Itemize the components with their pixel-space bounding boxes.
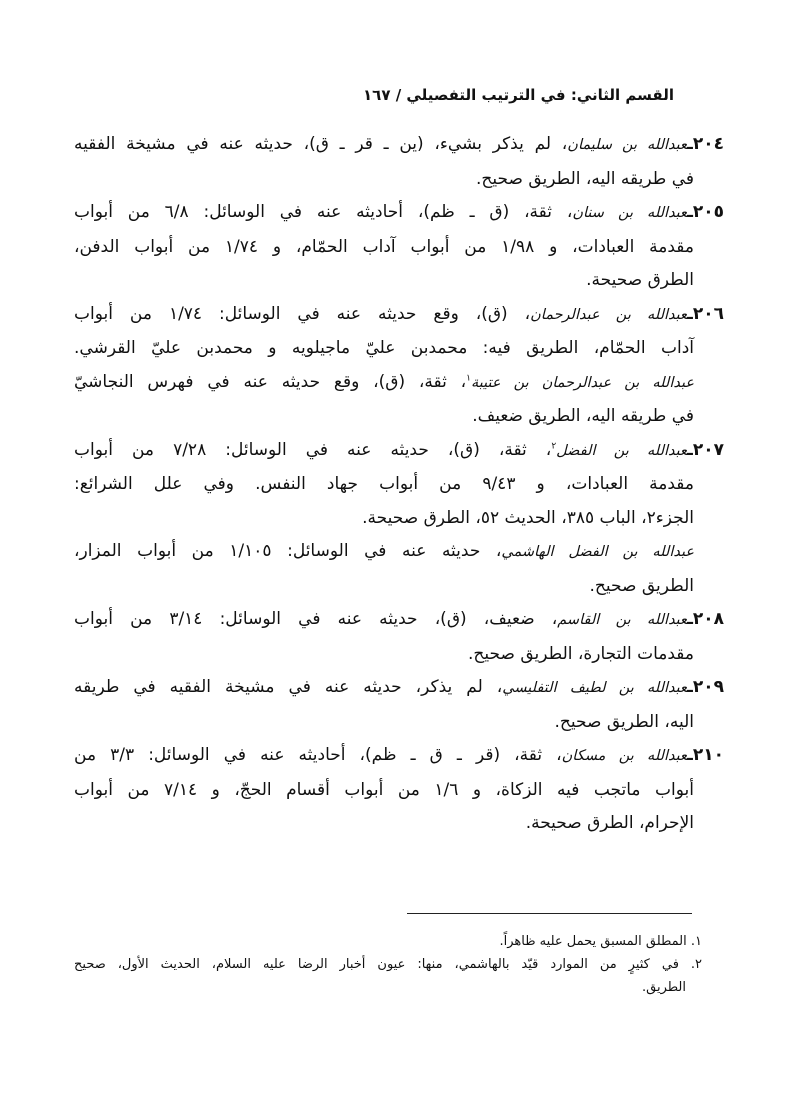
entry-line bbox=[74, 163, 724, 197]
entry-number: ٢٠٥ـ bbox=[687, 202, 725, 222]
narrator-name: عبدالله بن عبدالرحمان بن عتيبة bbox=[471, 374, 694, 391]
entry-line bbox=[74, 603, 724, 638]
entry-number: ٢٠٦ـ bbox=[687, 303, 724, 324]
narrator-name: عبدالله بن سنان bbox=[572, 205, 688, 221]
entry-207 bbox=[74, 434, 724, 604]
entry-text: الطرق صحيحة. bbox=[586, 270, 694, 290]
entry-line bbox=[74, 128, 724, 163]
entry-line bbox=[74, 570, 724, 604]
entry-205 bbox=[74, 196, 724, 298]
entry-text: ، ثقة، (ق ـ ظم)، أحاديثه عنه في الوسائل: ٦/٨ من أبواب bbox=[74, 202, 573, 222]
entry-number: ٢١٠ـ bbox=[687, 745, 724, 765]
running-header: القسم الثاني: في الترتيب التفصيلي / ١٦٧ bbox=[363, 86, 674, 104]
entry-line bbox=[74, 535, 724, 570]
entry-text: ، لم يذكر، حديثه عنه في مشيخة الفقيه في طريقه bbox=[74, 677, 503, 697]
entry-text: الإحرام، الطرق صحيحة. bbox=[525, 813, 694, 833]
entry-line bbox=[74, 298, 724, 333]
entry-line bbox=[74, 671, 724, 706]
entry-209 bbox=[74, 671, 724, 739]
entry-line bbox=[74, 638, 724, 672]
entry-line bbox=[74, 502, 724, 536]
entry-text: في طريقه اليه، الطريق ضعيف. bbox=[472, 406, 694, 426]
entry-line bbox=[74, 434, 724, 469]
entry-line bbox=[74, 468, 724, 502]
narrator-name: عبدالله بن عبدالرحمان bbox=[530, 306, 688, 323]
entry-line bbox=[74, 400, 724, 434]
narrator-name: عبدالله بن القاسم bbox=[557, 612, 688, 628]
entry-204 bbox=[74, 128, 724, 196]
entry-text: ، ثقة، (ق)، حديثه عنه في الوسائل: ٧/٢٨ من أبواب bbox=[74, 439, 552, 460]
entry-text: الطريق صحيح. bbox=[589, 575, 694, 596]
footnotes bbox=[74, 930, 702, 999]
entry-number: ٢٠٤ـ bbox=[687, 134, 724, 154]
footnote-ref[interactable]: ٢ bbox=[551, 440, 557, 451]
entry-text: ، لم يذكر بشيء، (ين ـ قر ـ ق)، حديثه عنه في مشيخة الفقيه bbox=[74, 134, 568, 154]
entries-list bbox=[74, 128, 724, 841]
entry-text: اليه، الطريق صحيح. bbox=[554, 711, 694, 732]
entry-line bbox=[74, 264, 724, 298]
entry-line bbox=[74, 706, 724, 740]
entry-line bbox=[74, 332, 724, 366]
entry-number: ٢٠٩ـ bbox=[687, 677, 724, 697]
narrator-name: عبدالله بن الفضل الهاشمي bbox=[501, 544, 694, 560]
footnote-1 bbox=[74, 930, 702, 953]
entry-line bbox=[74, 807, 724, 841]
entry-text: ، حديثه عنه في الوسائل: ١/١٠٥ من أبواب المزار، bbox=[74, 541, 502, 561]
footnote-line: ١. المطلق المسبق يحمل عليه ظاهراً. bbox=[499, 934, 702, 949]
entry-text: في طريقه اليه، الطريق صحيح. bbox=[476, 168, 694, 189]
footnote-ref[interactable]: ١ bbox=[466, 372, 471, 383]
entry-208 bbox=[74, 603, 724, 671]
entry-206 bbox=[74, 298, 724, 434]
entry-text: آداب الحمّام، الطريق فيه: محمدبن عليّ ماجيلويه و محمدبن عليّ القرشي. bbox=[74, 338, 694, 358]
footnote-line: الطريق. bbox=[641, 980, 686, 995]
entry-text: مقدمة العبادات، و ١/٩٨ من أبواب آداب الحمّام، و ١/٧٤ من أبواب الدفن، bbox=[74, 236, 695, 257]
entry-text: ، ضعيف، (ق)، حديثه عنه في الوسائل: ٣/١٤ من أبواب bbox=[74, 609, 558, 629]
entry-number: ٢٠٨ـ bbox=[687, 609, 725, 629]
entry-line bbox=[74, 366, 724, 401]
narrator-name: عبدالله بن لطيف التفليسي bbox=[502, 680, 688, 696]
entry-text: أبواب ماتجب فيه الزكاة، و ١/٦ من أبواب أقسام الحجّ، و ٧/١٤ من أبواب bbox=[74, 779, 694, 800]
entry-text: الجزء٢، الباب ٣٨٥، الحديث ٥٢، الطرق صحيحة. bbox=[362, 507, 694, 528]
narrator-name: عبدالله بن الفضل bbox=[556, 442, 688, 459]
entry-line bbox=[74, 739, 724, 774]
entry-text: ، (ق)، وقع حديثه عنه في الوسائل: ١/٧٤ من أبواب bbox=[74, 303, 531, 324]
entry-210 bbox=[74, 739, 724, 841]
narrator-name: عبدالله بن سليمان bbox=[567, 137, 688, 153]
footnote-2 bbox=[74, 953, 702, 999]
footnote-line: ٢. في كثيرٍ من الموارد قيّد بالهاشمي، منها: عيون أخبار الرضا عليه السلام، الحديث الأول، صحيح bbox=[74, 957, 702, 972]
entry-text: مقدمات التجارة، الطريق صحيح. bbox=[468, 643, 694, 664]
entry-line bbox=[74, 774, 724, 808]
entry-line bbox=[74, 231, 724, 265]
entry-number: ٢٠٧ـ bbox=[687, 439, 724, 460]
entry-text: ، ثقة، (قر ـ ق ـ ظم)، أحاديثه عنه في الوسائل: ٣/٣ من bbox=[74, 745, 562, 765]
entry-text: مقدمة العبادات، و ٩/٤٣ من أبواب جهاد النفس. وفي علل الشرائع: bbox=[74, 474, 694, 494]
footnote-separator bbox=[407, 913, 692, 914]
narrator-name: عبدالله بن مسكان bbox=[561, 748, 688, 764]
entry-line bbox=[74, 196, 724, 231]
entry-text: ، ثقة، (ق)، وقع حديثه عنه في فهرس النجاشيّ bbox=[74, 371, 467, 392]
